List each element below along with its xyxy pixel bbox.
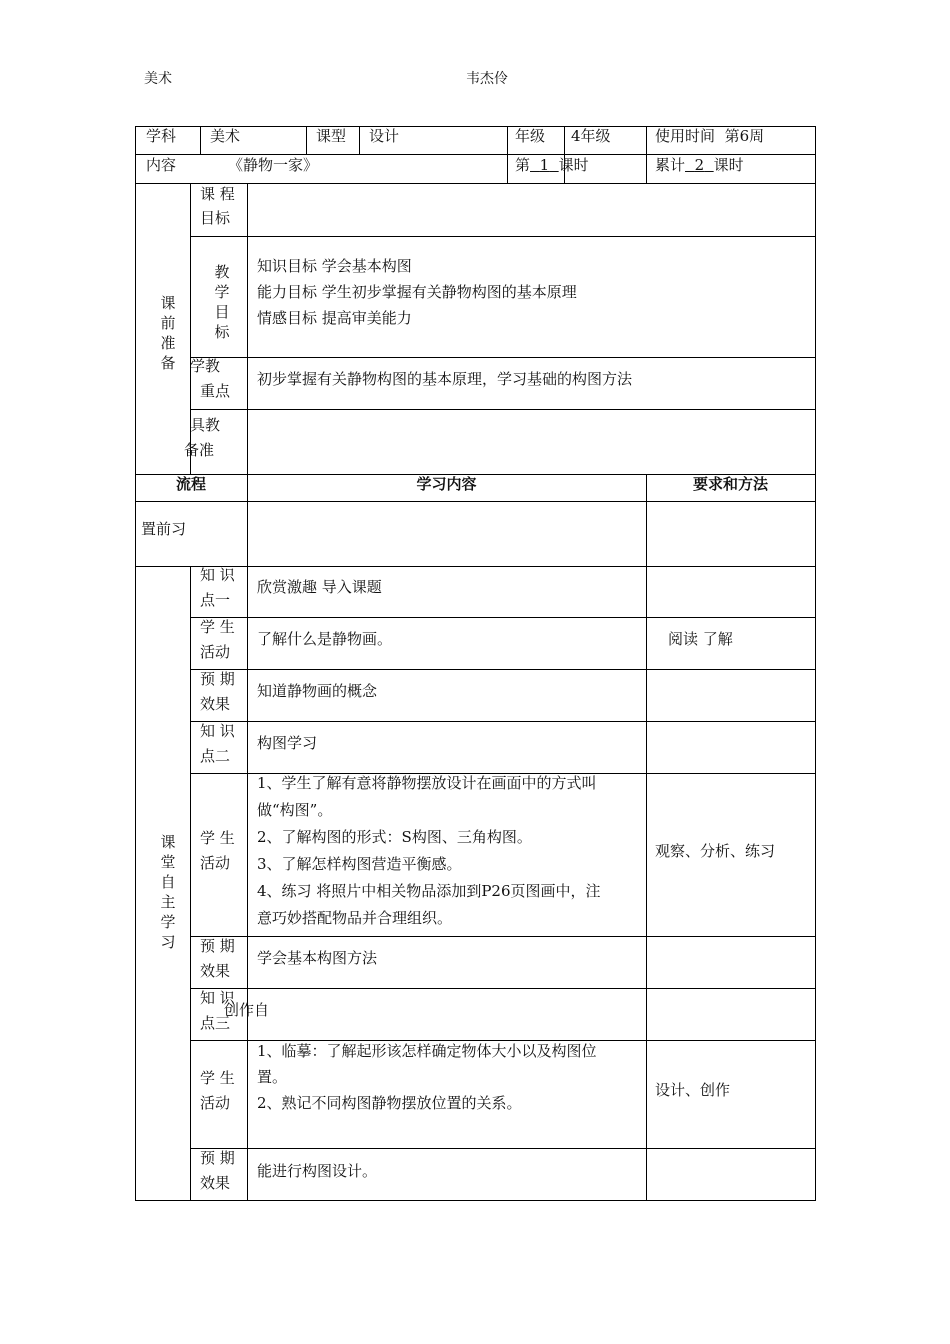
activity-2-line-1: 1、学生了解有意将静物摆放设计在画面中的方式叫 — [257, 774, 597, 792]
flow-header-process: 流程 — [175, 475, 206, 493]
row-content-knowledge-2: 构图学习 — [257, 734, 318, 752]
content-label: 内容 — [146, 156, 177, 174]
activity-2-line-5: 4、练习 将照片中相关物品添加到P26页图画中，注 — [257, 882, 601, 900]
activity-2-line-4: 3、了解怎样构图营造平衡感。 — [257, 855, 462, 873]
row-method-activity-2: 观察、分析、练习 — [655, 842, 776, 860]
course-goal-label-2: 目标 — [200, 209, 231, 227]
row-label-effect-2a: 预 期 — [200, 937, 235, 955]
total-number: 2 — [694, 156, 705, 174]
total-prefix: 累计 — [655, 156, 686, 174]
usage-time-value: 第6周 — [724, 127, 765, 145]
type-value: 设计 — [369, 127, 400, 145]
subject-label: 学科 — [146, 127, 177, 145]
row-label-activity-1b: 活动 — [200, 643, 231, 661]
selfstudy-section-label: 课堂自主学习 — [160, 833, 176, 951]
row-content-activity-1: 了解什么是静物画。 — [257, 630, 393, 648]
activity-3-line-1: 1、临摹：了解起形该怎样确定物体大小以及构图位 — [257, 1042, 597, 1060]
header-subject: 美术 — [144, 71, 172, 87]
row-label-activity-3a: 学 生 — [200, 1069, 235, 1087]
tools-label-2: 备准 — [184, 441, 215, 459]
flow-header-content: 学习内容 — [416, 475, 477, 493]
preview-label: 置前习 — [141, 520, 187, 538]
focus-label-2: 重点 — [200, 382, 231, 400]
subject-value: 美术 — [210, 127, 241, 145]
row-label-effect-1a: 预 期 — [200, 670, 235, 688]
teach-goal-3: 情感目标 提高审美能力 — [257, 309, 412, 327]
lesson-number: 1 — [539, 156, 550, 174]
row-label-effect-3b: 效果 — [200, 1174, 231, 1192]
lesson-prefix: 第 — [515, 156, 531, 174]
header-teacher: 韦杰伶 — [466, 71, 508, 87]
lesson-count — [515, 152, 589, 178]
row-label-activity-2b: 活动 — [200, 854, 231, 872]
row-content-knowledge-3: 创作自 — [224, 1001, 270, 1019]
total-count — [655, 152, 744, 178]
activity-3-line-2: 置。 — [257, 1068, 288, 1086]
row-label-knowledge-3b: 点三 — [200, 1014, 231, 1032]
focus-text: 初步掌握有关静物构图的基本原理，学习基础的构图方法 — [257, 370, 633, 388]
row-method-activity-1: 阅读 了解 — [668, 630, 733, 648]
activity-2-line-3: 2、了解构图的形式：S构图、三角构图。 — [257, 828, 532, 846]
row-label-knowledge-2b: 点二 — [200, 747, 231, 765]
grade-value: 4年级 — [571, 127, 611, 145]
row-content-knowledge-1: 欣赏激趣 导入课题 — [257, 578, 382, 596]
row-label-activity-3b: 活动 — [200, 1094, 231, 1112]
content-value: 《静物一家》 — [228, 156, 319, 174]
flow-header-method: 要求和方法 — [692, 475, 768, 493]
row-content-effect-3: 能进行构图设计。 — [257, 1162, 378, 1180]
row-label-effect-3a: 预 期 — [200, 1149, 235, 1167]
teach-goal-1: 知识目标 学会基本构图 — [257, 257, 412, 275]
row-content-effect-1: 知道静物画的概念 — [257, 682, 378, 700]
activity-2-line-2: 做“构图”。 — [257, 801, 333, 819]
row-method-activity-3: 设计、创作 — [655, 1081, 731, 1099]
row-label-knowledge-1b: 点一 — [200, 591, 231, 609]
row-label-effect-2b: 效果 — [200, 962, 231, 980]
focus-label-1: 学教 — [190, 357, 221, 375]
usage-time — [655, 123, 764, 149]
tools-label-1: 具教 — [190, 416, 221, 434]
teach-goal-2: 能力目标 学生初步掌握有关静物构图的基本原理 — [257, 283, 577, 301]
activity-3-line-3: 2、熟记不同构图静物摆放位置的关系。 — [257, 1094, 522, 1112]
prep-section-label: 课前准备 — [160, 294, 176, 372]
type-label: 课型 — [316, 127, 347, 145]
usage-time-label: 使用时间 — [655, 127, 716, 145]
row-label-knowledge-3a: 知 识 — [200, 989, 235, 1007]
row-label-effect-1b: 效果 — [200, 695, 231, 713]
row-label-knowledge-2a: 知 识 — [200, 722, 235, 740]
row-content-effect-2: 学会基本构图方法 — [257, 949, 378, 967]
row-label-activity-2a: 学 生 — [200, 829, 235, 847]
lesson-suffix: 课时 — [558, 156, 589, 174]
row-label-knowledge-1a: 知 识 — [200, 566, 235, 584]
activity-2-line-6: 意巧妙搭配物品并合理组织。 — [257, 909, 453, 927]
total-suffix: 课时 — [713, 156, 744, 174]
course-goal-label-1: 课 程 — [200, 185, 235, 203]
row-label-activity-1a: 学 生 — [200, 618, 235, 636]
teach-goal-label: 教学目标 — [214, 263, 230, 341]
grade-label: 年级 — [515, 127, 546, 145]
